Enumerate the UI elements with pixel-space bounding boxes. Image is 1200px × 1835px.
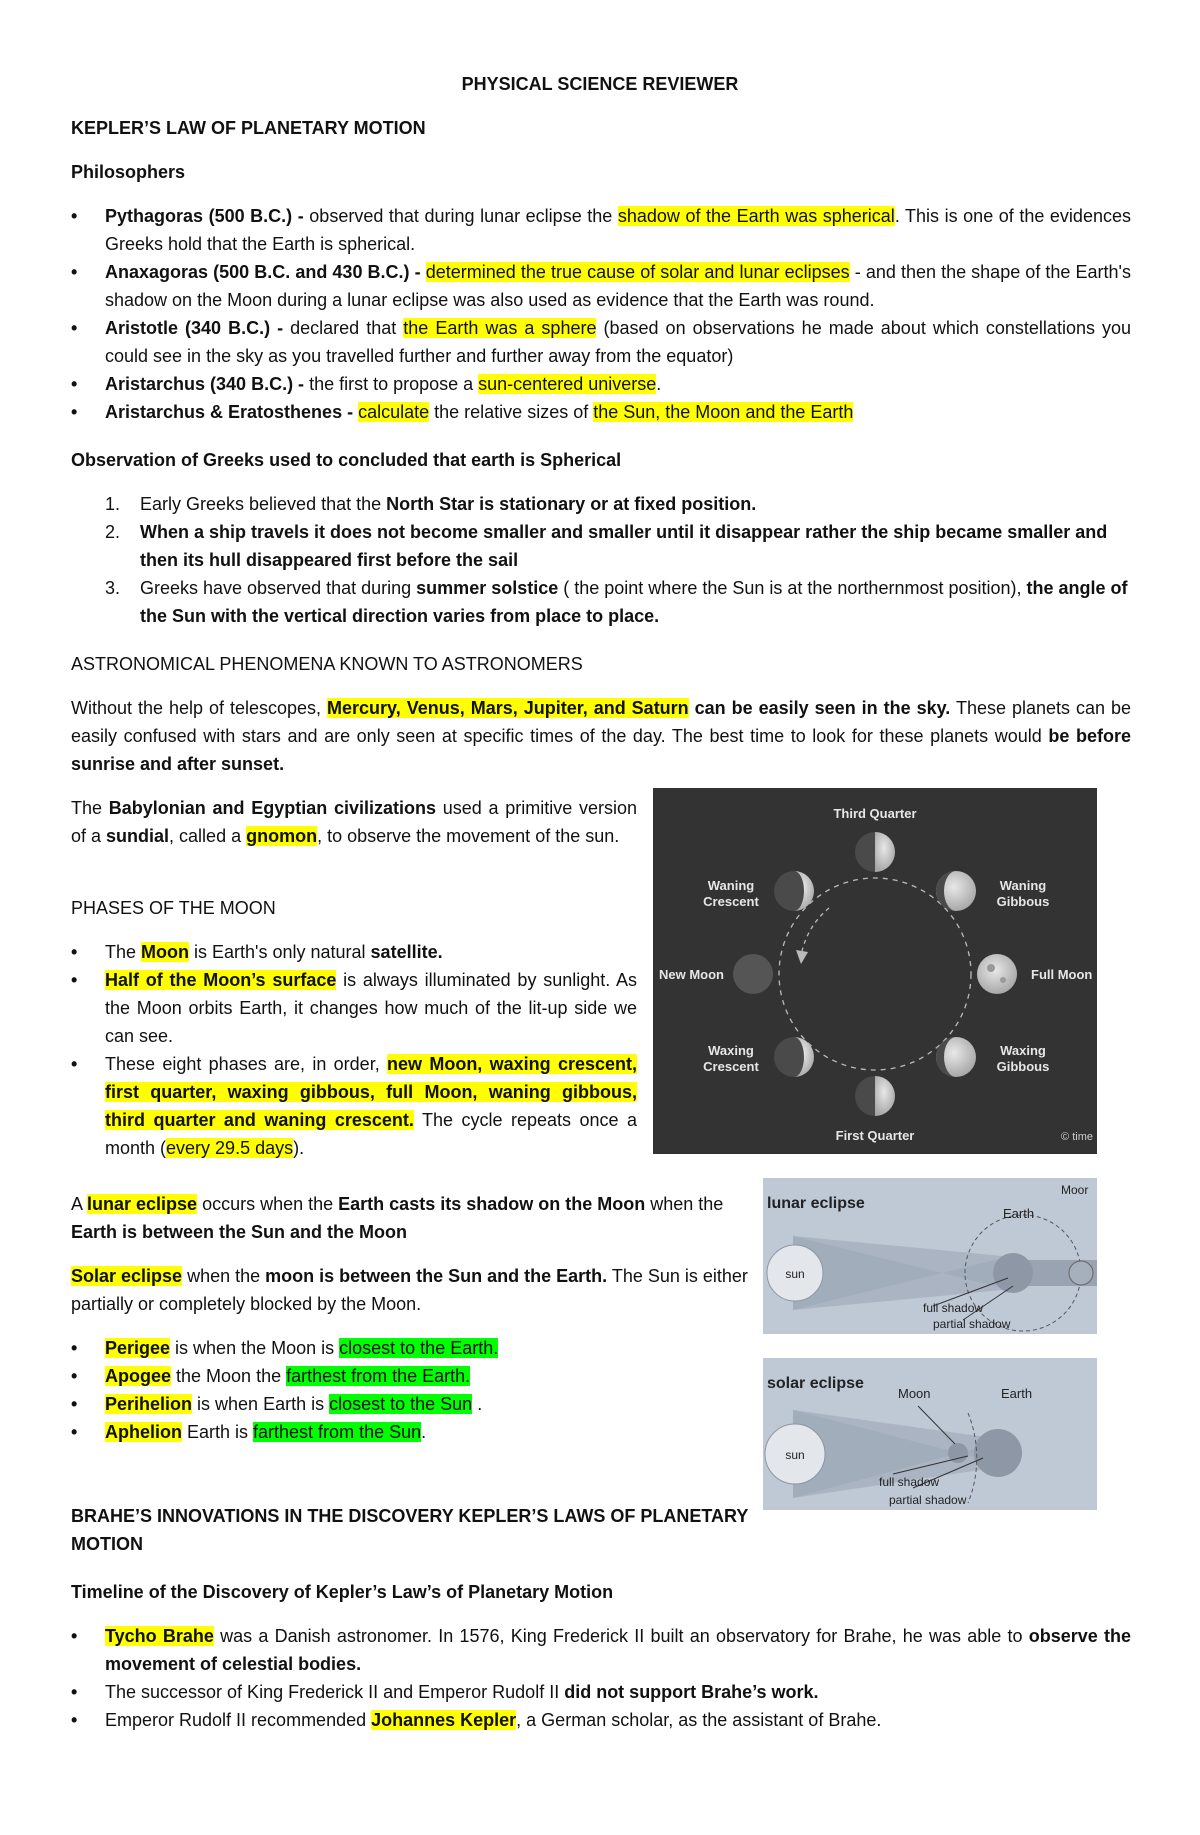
list-item: • Pythagoras (500 B.C.) - observed that during lunar eclipse the shadow of the Earth was spherical. This is one of the evidences Greeks hold that the Earth is spherical.	[71, 202, 1131, 258]
orbit-points-list	[71, 1334, 749, 1446]
solar-moon-label: Moon	[898, 1386, 931, 1401]
lunar-full-shadow-label: full shadow	[923, 1301, 984, 1315]
list-item: • Anaxagoras (500 B.C. and 430 B.C.) - determined the true cause of solar and lunar eclipses - and then the shape of the Earth's shadow on the Moon during a lunar eclipse was also used as evidence that the Earth was round.	[71, 258, 1131, 314]
list-item: • Tycho Brahe was a Danish astronomer. In 1576, King Frederick II built an observatory for Brahe, he was able to observe the movement of celestial bodies.	[71, 1622, 1131, 1678]
solar-diagram-title: solar eclipse	[767, 1375, 864, 1392]
solar-sun-label: sun	[785, 1448, 805, 1462]
lunar-earth-label: Earth	[1003, 1206, 1035, 1221]
list-item: • Perihelion is when Earth is closest to the Sun .	[71, 1390, 749, 1418]
list-item: • Emperor Rudolf II recommended Johannes Kepler, a German scholar, as the assistant of Brahe.	[71, 1706, 1131, 1734]
timeline-list	[71, 1622, 1131, 1734]
lunar-diagram-title: lunar eclipse	[767, 1195, 865, 1212]
phases-list	[71, 938, 637, 1162]
list-item: • Aristarchus & Eratosthenes - calculate the relative sizes of the Sun, the Moon and the Earth	[71, 398, 1131, 426]
new-moon	[733, 954, 773, 994]
label-waning-gibbous: Waning Gibbous	[996, 878, 1050, 909]
label-waning-crescent: Waning Crescent	[703, 878, 759, 909]
philosophers-list	[71, 202, 1131, 426]
solar-partial-shadow-label: partial shadow	[889, 1493, 967, 1507]
list-item: 3. Greeks have observed that during summer solstice ( the point where the Sun is at the northernmost position), the angle of the Sun with the vertical direction varies from place to place.	[105, 578, 1128, 626]
list-item: • Perigee is when the Moon is closest to the Earth.	[71, 1334, 749, 1362]
first-quarter-moon	[855, 1076, 895, 1116]
list-item: • Aphelion Earth is farthest from the Sun.	[71, 1418, 749, 1446]
kepler-heading: KEPLER’S LAW OF PLANETARY MOTION	[71, 118, 426, 138]
label-waxing-crescent: Waxing Crescent	[703, 1043, 759, 1074]
waning-gibbous-moon	[936, 871, 976, 911]
list-item: • The Moon is Earth's only natural satellite.	[71, 938, 637, 966]
observations-list	[71, 490, 1131, 630]
lunar-eclipse-paragraph: A lunar eclipse occurs when the Earth casts its shadow on the Moon when the Earth is between the Sun and the Moon	[71, 1194, 724, 1242]
babylonian-paragraph: The Babylonian and Egyptian civilizations used a primitive version of a sundial, called a gnomon, to observe the movement of the sun.	[71, 798, 637, 846]
lunar-sun-label: sun	[785, 1267, 805, 1281]
brahe-heading: BRAHE’S INNOVATIONS IN THE DISCOVERY KEPLER’S LAWS OF PLANETARY MOTION	[71, 1506, 749, 1554]
list-item: • Aristarchus (340 B.C.) - the first to propose a sun-centered universe.	[71, 370, 1131, 398]
phases-heading: PHASES OF THE MOON	[71, 898, 276, 918]
third-quarter-moon	[855, 832, 895, 872]
solar-eclipse-diagram	[763, 1358, 1097, 1510]
moon-phases-diagram	[653, 788, 1097, 1154]
list-item: • Apogee the Moon the farthest from the Earth.	[71, 1362, 749, 1390]
document-title: PHYSICAL SCIENCE REVIEWER	[461, 74, 739, 94]
philosophers-heading: Philosophers	[71, 162, 186, 182]
astronomical-heading: ASTRONOMICAL PHENOMENA KNOWN TO ASTRONOMERS	[71, 654, 583, 674]
solar-earth-label: Earth	[1001, 1386, 1033, 1401]
waxing-gibbous-moon	[936, 1037, 976, 1077]
solar-full-shadow-label: full shadow	[879, 1475, 940, 1489]
list-item: 2. When a ship travels it does not become smaller and smaller until it disappear rather the ship became smaller and then its hull disappeared first before the sail	[105, 522, 1108, 570]
waxing-crescent-moon	[774, 1037, 814, 1077]
list-item: 1. Early Greeks believed that the North Star is stationary or at fixed position.	[105, 494, 757, 514]
list-item: • Half of the Moon’s surface is always illuminated by sunlight. As the Moon orbits Earth, it changes how much of the lit-up side we can see.	[71, 966, 637, 1050]
list-item: • These eight phases are, in order, new Moon, waxing crescent, first quarter, waxing gibbous, full Moon, waning gibbous, third quarter and waning crescent. The cycle repeats once a month (every 29.5 days).	[71, 1050, 637, 1162]
lunar-eclipse-diagram	[763, 1178, 1097, 1334]
waning-crescent-moon	[774, 871, 814, 911]
observation-heading: Observation of Greeks used to concluded that earth is Spherical	[71, 450, 622, 470]
list-item: • The successor of King Frederick II and Emperor Rudolf II did not support Brahe’s work.	[71, 1678, 1131, 1706]
lunar-partial-shadow-label: partial shadow	[933, 1317, 1011, 1331]
timeline-heading: Timeline of the Discovery of Kepler’s Law’s of Planetary Motion	[71, 1582, 614, 1602]
label-first-quarter: First Quarter	[835, 1128, 915, 1143]
label-full-moon: Full Moon	[1031, 967, 1093, 982]
solar-eclipse-paragraph: Solar eclipse when the moon is between the Sun and the Earth. The Sun is either partially or completely blocked by the Moon.	[71, 1266, 748, 1314]
list-item: • Aristotle (340 B.C.) - declared that the Earth was a sphere (based on observations he made about which constellations you could see in the sky as you travelled further and further away from the equator)	[71, 314, 1131, 370]
full-moon	[977, 954, 1017, 994]
label-new-moon: New Moon	[659, 967, 724, 982]
diagram-credit: © time	[1061, 1131, 1093, 1143]
label-waxing-gibbous: Waxing Gibbous	[996, 1043, 1050, 1074]
lunar-moon-label: Moor	[1061, 1183, 1089, 1197]
planets-paragraph: Without the help of telescopes, Mercury, Venus, Mars, Jupiter, and Saturn can be easily seen in the sky. These planets can be easily confused with stars and are only seen at specific times of the day. The best time to look for these planets would be before sunrise and after sunset.	[71, 698, 1132, 774]
label-third-quarter: Third Quarter	[833, 806, 917, 821]
